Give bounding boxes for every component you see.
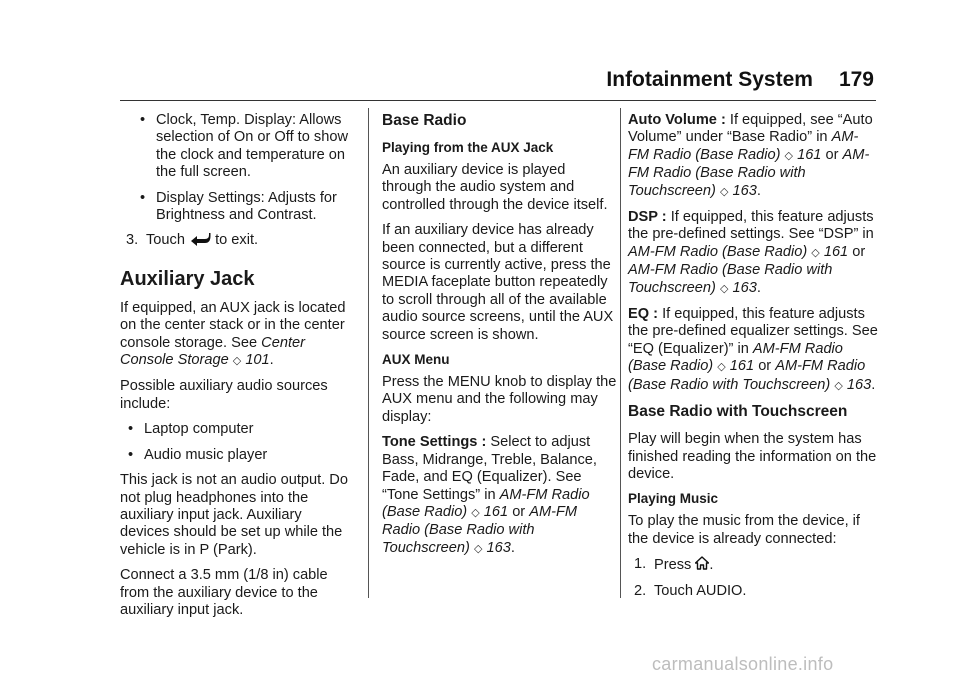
header-rule: [120, 100, 876, 101]
page-reference[interactable]: 163: [846, 376, 872, 393]
page-ref-arrow-icon: ◇: [784, 149, 794, 162]
subheading: AUX Menu: [382, 352, 450, 368]
cross-reference[interactable]: AM-FM Radio (Base Radio with Touchscreen): [628, 146, 870, 199]
page-reference[interactable]: 161: [797, 146, 822, 163]
paragraph: DSP : If equipped, this feature adjusts the pre-defined settings. See “DSP” in AM-FM Radio (Base Radio) ◇ 161 or AM-FM Radio (Base Radio with Touchscreen) ◇ 163.: [628, 209, 874, 296]
column-1: [120, 112, 355, 627]
list-item: • Clock, Temp. Display: Allows selection of On or Off to show the clock and temperature on the full screen.: [140, 112, 348, 181]
cross-reference[interactable]: AM-FM Radio (Base Radio): [382, 486, 590, 520]
paragraph: An auxiliary device is played through the audio system and controlled through the device itself.: [382, 162, 608, 213]
page-ref-arrow-icon: ◇: [232, 355, 242, 368]
cross-reference[interactable]: AM-FM Radio (Base Radio with Touchscreen): [382, 503, 578, 556]
paragraph: Connect a 3.5 mm (1/8 in) cable from the auxiliary device to the auxiliary input jack.: [120, 567, 328, 618]
page-ref-arrow-icon: ◇: [719, 282, 729, 295]
paragraph: This jack is not an audio output. Do not plug headphones into the auxiliary input jack. Auxiliary devices should be set up while the vehicle is in P (Park).: [120, 472, 348, 558]
section-heading-auxiliary-jack: Auxiliary Jack: [120, 267, 255, 290]
cross-reference[interactable]: AM-FM Radio (Base Radio): [628, 243, 808, 260]
back-arrow-icon: [189, 232, 211, 246]
page-ref-arrow-icon: ◇: [834, 379, 843, 392]
step-1: 1. Press .: [634, 556, 714, 574]
cross-reference[interactable]: AM-FM Radio (Base Radio with Touchscreen): [628, 358, 866, 393]
section-heading-base-radio: Base Radio: [382, 112, 467, 129]
page-reference[interactable]: 101: [245, 352, 270, 369]
bullet: •: [128, 421, 134, 438]
page-number: 179: [838, 68, 874, 91]
page-ref-arrow-icon: ◇: [473, 542, 483, 555]
term: Tone Settings :: [382, 434, 487, 451]
bullet: •: [140, 189, 146, 206]
list-item: • Display Settings: Adjusts for Brightness and Contrast.: [140, 189, 337, 224]
step-2: 2. Touch AUDIO.: [634, 582, 747, 599]
column-2: [382, 112, 617, 566]
term: EQ :: [628, 306, 658, 323]
subheading: Playing Music: [628, 491, 719, 507]
subheading: Playing from the AUX Jack: [382, 140, 554, 155]
paragraph: To play the music from the device, if the device is already connected:: [628, 513, 860, 547]
cross-reference[interactable]: AM-FM Radio (Base Radio with Touchscreen): [628, 262, 833, 296]
column-3: [628, 112, 878, 608]
bullet: •: [140, 112, 146, 128]
page-reference[interactable]: 163: [732, 279, 757, 296]
paragraph: If an auxiliary device has already been connected, but a different source is currently active, press the MEDIA faceplate button repeatedly to scroll through all of the available audio source screens, until the AUX source screen is shown.: [382, 222, 614, 343]
column-divider: [368, 108, 369, 598]
paragraph: Press the MENU knob to display the AUX menu and the following may display:: [382, 374, 617, 425]
watermark: carmanualsonline.info: [652, 654, 834, 674]
page-ref-arrow-icon: ◇: [717, 361, 726, 374]
list-item: • Laptop computer: [128, 421, 254, 438]
page-ref-arrow-icon: ◇: [719, 185, 729, 198]
page-reference[interactable]: 163: [486, 539, 511, 556]
page-ref-arrow-icon: ◇: [811, 246, 820, 259]
bullet: •: [128, 446, 134, 463]
section-heading-base-radio-touchscreen: Base Radio with Touchscreen: [628, 403, 848, 421]
paragraph: Tone Settings : Select to adjust Bass, Midrange, Treble, Balance, Fade, and EQ (Equalizer). See “Tone Settings” in AM-FM Radio (Base Radio) ◇ 161 or AM-FM Radio (Base Radio with Touchscreen) ◇ 163.: [382, 434, 597, 556]
paragraph: Possible auxiliary audio sources include:: [120, 378, 328, 412]
paragraph: Play will begin when the system has finished reading the information on the device.: [628, 431, 877, 482]
column-divider: [620, 108, 621, 598]
cross-reference[interactable]: AM-FM Radio (Base Radio): [628, 340, 843, 375]
page-reference[interactable]: 163: [732, 182, 757, 199]
page-header: [606, 68, 874, 92]
section-title: Infotainment System: [606, 68, 813, 91]
page-reference[interactable]: 161: [729, 358, 755, 375]
term: DSP :: [628, 209, 667, 226]
cross-reference[interactable]: AM-FM Radio (Base Radio): [628, 129, 859, 163]
page-reference[interactable]: 161: [823, 243, 849, 260]
home-icon: [695, 556, 709, 570]
cross-reference[interactable]: Center Console Storage: [120, 334, 305, 369]
paragraph: EQ : If equipped, this feature adjusts the pre-defined equalizer settings. See “EQ (Equalizer)” in AM-FM Radio (Base Radio) ◇ 161 or AM-FM Radio (Base Radio with Touchscreen) ◇ 163.: [628, 306, 878, 393]
paragraph: Auto Volume : If equipped, see “Auto Volume” under “Base Radio” in AM-FM Radio (Base Radio) ◇ 161 or AM-FM Radio (Base Radio with Touchscreen) ◇ 163.: [628, 112, 873, 199]
term: Auto Volume :: [628, 112, 726, 128]
page-ref-arrow-icon: ◇: [471, 506, 480, 519]
page-reference[interactable]: 161: [483, 503, 509, 520]
step-3: 3. Touch to exit.: [126, 232, 259, 249]
paragraph: If equipped, an AUX jack is located on the center stack or in the center console storage. See Center Console Storage ◇ 101.: [120, 299, 346, 369]
list-item: • Audio music player: [128, 446, 268, 463]
